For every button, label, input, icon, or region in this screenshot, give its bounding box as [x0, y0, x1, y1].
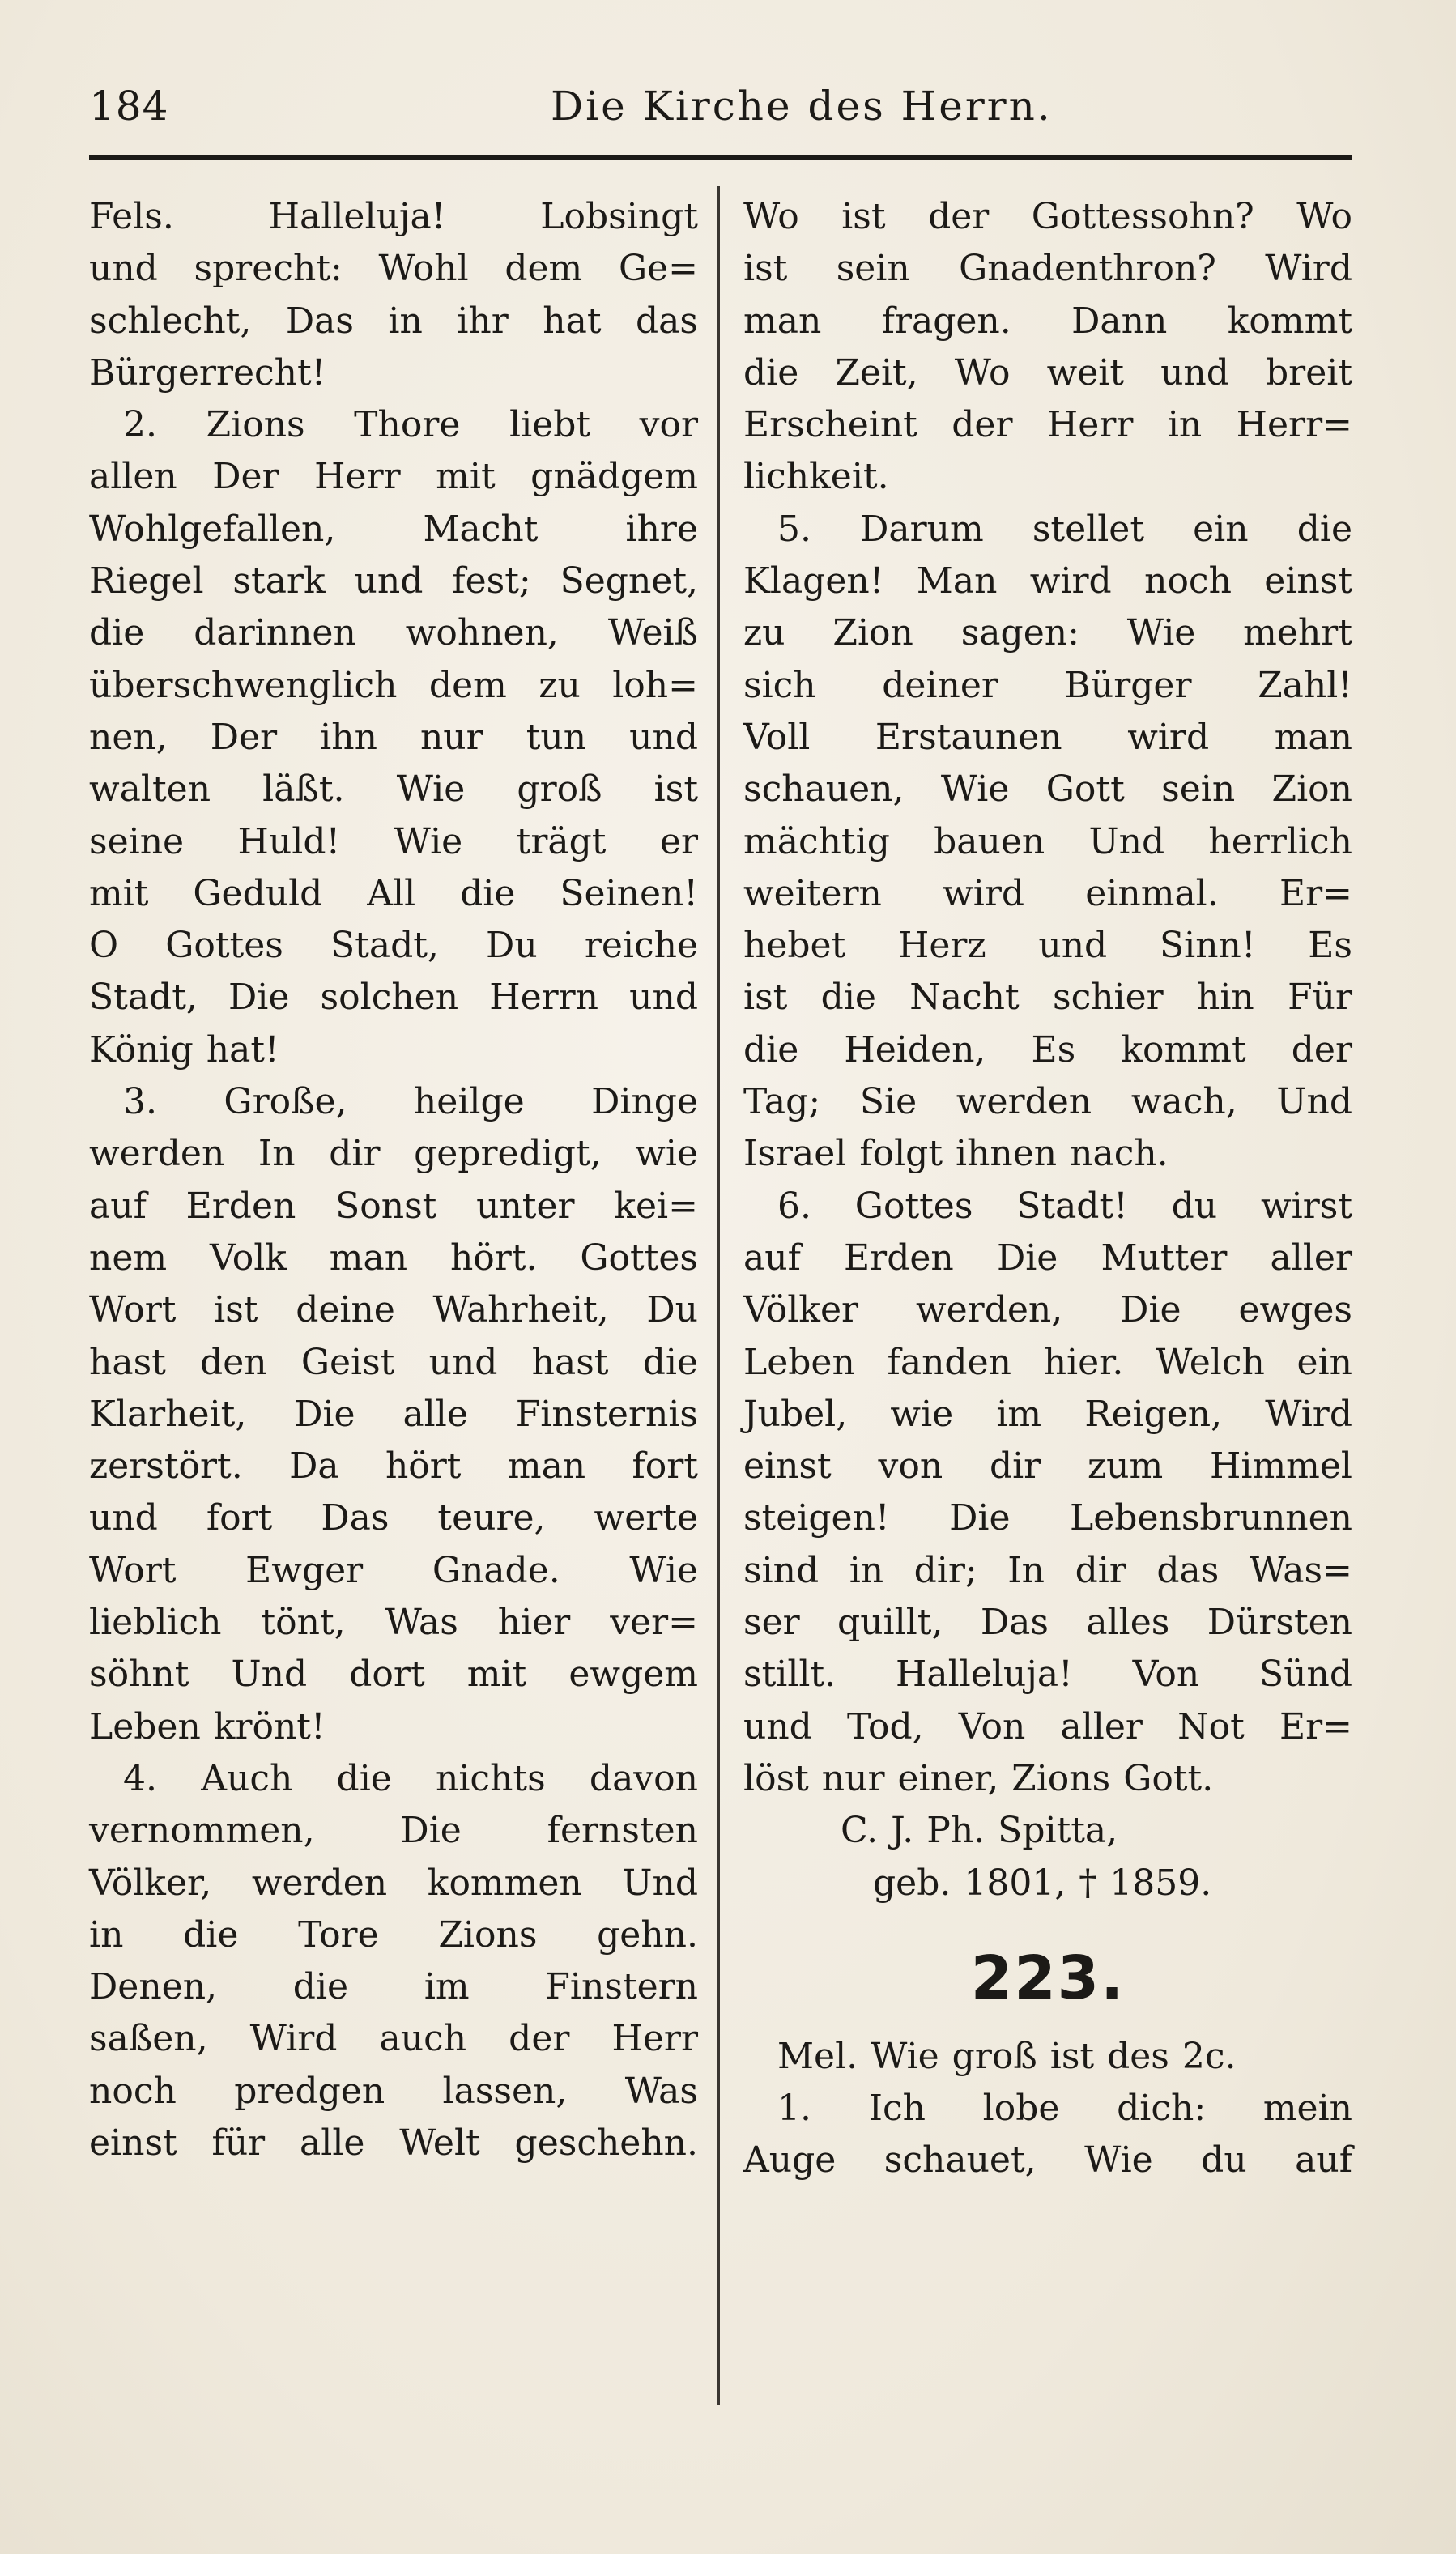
text-line: Tag; Sie werden wach, Und	[743, 1081, 1352, 1123]
left-column	[89, 191, 698, 2169]
text-line: ser quillt, Das alles Dürsten	[743, 1602, 1352, 1644]
text-line: sind in dir; In dir das Was=	[743, 1549, 1352, 1591]
text-line: man fragen. Dann kommt	[743, 300, 1352, 342]
text-line: nem Volk man hört. Gottes	[89, 1237, 698, 1279]
text-line: Bürgerrecht!	[89, 351, 326, 394]
text-line: und Tod, Von aller Not Er=	[743, 1705, 1352, 1747]
text-line: O Gottes Stadt, Du reiche	[89, 925, 698, 967]
text-line: Klarheit, Die alle Finsternis	[89, 1393, 698, 1435]
text-line: auf Erden Sonst unter kei=	[89, 1185, 698, 1227]
text-line: vernommen, Die fernsten	[89, 1810, 698, 1852]
text-line: Wo ist der Gottessohn? Wo	[743, 196, 1352, 237]
author-dates: geb. 1801, † 1859.	[873, 1862, 1212, 1904]
text-line: Völker werden, Die ewges	[743, 1289, 1352, 1331]
verse-start-line: 1. Ich lobe dich: mein	[777, 2088, 1352, 2130]
text-line: Völker, werden kommen Und	[89, 1862, 698, 1904]
text-line: lieblich tönt, Was hier ver=	[89, 1602, 698, 1644]
header-rule	[89, 155, 1352, 160]
text-line: zerstört. Da hört man fort	[89, 1445, 698, 1488]
text-line: Fels. Halleluja! Lobsingt	[89, 196, 698, 237]
text-line: Jubel, wie im Reigen, Wird	[743, 1393, 1352, 1435]
text-line: Leben krönt!	[89, 1705, 326, 1747]
text-line: Erscheint der Herr in Herr=	[743, 404, 1352, 446]
text-line: lichkeit.	[743, 456, 889, 498]
text-line: steigen! Die Lebensbrunnen	[743, 1497, 1352, 1539]
text-line: Israel folgt ihnen nach.	[743, 1133, 1169, 1175]
text-line: hebet Herz und Sinn! Es	[743, 925, 1352, 967]
text-line: Wort Ewger Gnade. Wie	[89, 1549, 698, 1591]
text-line: allen Der Herr mit gnädgem	[89, 456, 698, 498]
text-line: schlecht, Das in ihr hat das	[89, 300, 698, 342]
text-line: mächtig bauen Und herrlich	[743, 820, 1352, 862]
verse-start-line: 4. Auch die nichts davon	[123, 1757, 698, 1799]
text-line: einst von dir zum Himmel	[743, 1445, 1352, 1488]
text-line: noch predgen lassen, Was	[89, 2070, 698, 2112]
text-line: nen, Der ihn nur tun und	[89, 716, 698, 758]
text-line: löst nur einer, Zions Gott.	[743, 1757, 1214, 1799]
text-line: die Heiden, Es kommt der	[743, 1028, 1352, 1071]
text-line: Wohlgefallen, Macht ihre	[89, 508, 698, 550]
melody-reference: Mel. Wie groß ist des 2c.	[777, 2035, 1237, 2077]
text-line: und fort Das teure, werte	[89, 1497, 698, 1539]
verse-start-line: 5. Darum stellet ein die	[777, 508, 1352, 550]
text-line: hast den Geist und hast die	[89, 1341, 698, 1383]
text-line: die darinnen wohnen, Weiß	[89, 612, 698, 654]
text-line: Leben fanden hier. Welch ein	[743, 1341, 1352, 1383]
hymn-number: 223.	[970, 1943, 1126, 2013]
text-line: und sprecht: Wohl dem Ge=	[89, 248, 698, 290]
text-line: werden In dir gepredigt, wie	[89, 1133, 698, 1175]
text-line: ist sein Gnadenthron? Wird	[743, 248, 1352, 290]
text-line: Stadt, Die solchen Herrn und	[89, 977, 698, 1019]
column-divider	[717, 186, 720, 2405]
verse-start-line: 6. Gottes Stadt! du wirst	[777, 1185, 1352, 1227]
verse-start-line: 3. Große, heilge Dinge	[123, 1081, 698, 1123]
text-line: walten läßt. Wie groß ist	[89, 768, 698, 811]
text-line: mit Geduld All die Seinen!	[89, 872, 698, 914]
text-line: saßen, Wird auch der Herr	[89, 2018, 698, 2060]
text-line: zu Zion sagen: Wie mehrt	[743, 612, 1352, 654]
page-header	[89, 78, 1352, 134]
verse-start-line: 2. Zions Thore liebt vor	[123, 404, 698, 446]
text-line: auf Erden Die Mutter aller	[743, 1237, 1352, 1279]
text-line: Auge schauet, Wie du auf	[743, 2139, 1352, 2182]
text-line: Riegel stark und fest; Segnet,	[89, 560, 698, 602]
text-line: König hat!	[89, 1028, 279, 1071]
text-line: Klagen! Man wird noch einst	[743, 560, 1352, 602]
right-column	[743, 191, 1352, 2187]
running-title: Die Kirche des Herrn.	[551, 83, 1053, 130]
text-line: die Zeit, Wo weit und breit	[743, 351, 1352, 394]
text-line: stillt. Halleluja! Von Sünd	[743, 1654, 1352, 1696]
text-line: einst für alle Welt geschehn.	[89, 2122, 698, 2164]
text-line: Wort ist deine Wahrheit, Du	[89, 1289, 698, 1331]
text-line: Voll Erstaunen wird man	[743, 716, 1352, 758]
page-number: 184	[89, 83, 169, 130]
text-line: überschwenglich dem zu loh=	[89, 664, 698, 706]
text-line: sich deiner Bürger Zahl!	[743, 664, 1352, 706]
author-attribution: C. J. Ph. Spitta,	[841, 1810, 1118, 1852]
text-line: ist die Nacht schier hin Für	[743, 977, 1352, 1019]
text-line: söhnt Und dort mit ewgem	[89, 1654, 698, 1696]
text-line: seine Huld! Wie trägt er	[89, 820, 698, 862]
text-line: Denen, die im Finstern	[89, 1966, 698, 2008]
text-line: in die Tore Zions gehn.	[89, 1913, 698, 1956]
text-line: weitern wird einmal. Er=	[743, 872, 1352, 914]
text-line: schauen, Wie Gott sein Zion	[743, 768, 1352, 811]
